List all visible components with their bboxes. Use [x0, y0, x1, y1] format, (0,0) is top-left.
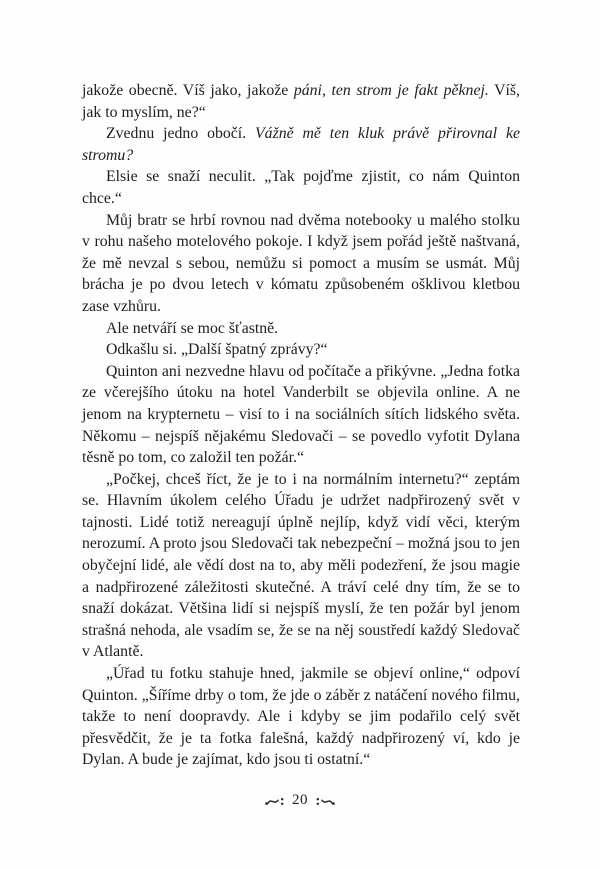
text-block [82, 80, 520, 771]
paragraph [82, 123, 520, 166]
text-segment: Ale netváří se moc šťastně. [106, 319, 279, 337]
page-footer [0, 792, 600, 809]
text-segment: Odkašlu si. „Další špatný zprávy?“ [106, 341, 328, 359]
text-segment: Elsie se snaží neculit. „Tak pojďme zjistit, co nám Quinton chce.“ [82, 168, 520, 207]
paragraph [82, 469, 520, 663]
paragraph [82, 339, 520, 361]
paragraph [82, 361, 520, 469]
paragraph [82, 80, 520, 123]
paragraph [82, 166, 520, 209]
paragraph [82, 318, 520, 340]
italic-text-segment: páni, ten strom je fakt pěknej. [293, 82, 489, 99]
text-segment: Zvednu jedno obočí. [106, 125, 256, 143]
paragraph [82, 210, 520, 318]
text-segment: „Úřad tu fotku stahuje hned, jakmile se objeví online,“ odpoví Quinton. „Šíříme drby o tom, že jde o záběr z natáčení nového filmu, takže to není doopravdy. Ale i kdyby se jim podařilo celý svět přesvědčit, že je ta fotka falešná, každý nadpřirozený ví, kdo je Dylan. A bude je zajímat, kdo jsou ti ostatní.“ [82, 665, 520, 769]
text-segment: Víš, jak to myslím, ne?“ [82, 82, 520, 121]
page-number: 20 [292, 792, 308, 808]
italic-text-segment: Vážně mě ten kluk právě přirovnal ke stromu? [82, 125, 520, 164]
text-segment: „Počkej, chceš říct, že je to i na normálním internetu?“ zeptám se. Hlavním úkolem celého Úřadu je udržet nadpřirozený svět v tajnosti. Lidé totiž nereagují úplně nejlíp, když vidí věci, kterým nerozumí. A proto jsou Sledovači tak nebezpeční – možná jsou to jen obyčejní lidé, ale vědí dost na to, aby měli podezření, že jsou magie a nadpřirozené záležitosti skutečné. A tráví celé dny tím, že se to snaží dokázat. Většina lidí si nejspíš myslí, že ten požár byl jenom strašná nehoda, ale vsadím se, že se na něj soustředí každý Sledovač v Atlantě. [82, 470, 520, 661]
footer-ornament-left-icon [265, 795, 285, 807]
text-segment: Můj bratr se hrbí rovnou nad dvěma notebooky u malého stolku v rohu našeho motelového pokoje. I když jsem pořád ještě naštvaná, že mě nevzal s sebou, nemůžu si pomoct a musím se usmát. Můj brácha je po dvou letech v kómatu způsobeném ošklivou kletbou zase vzhůru. [82, 211, 520, 315]
text-segment: Quinton ani nezvedne hlavu od počítače a přikývne. „Jedna fotka ze včerejšího útoku na hotel Vanderbilt se objevila online. A ne jenom na krypternetu – visí to i na sociálních sítích lidského světa. Někomu – nejspíš nějakému Sledovači – se povedlo vyfotit Dylana těsně po tom, co založil ten požár.“ [82, 362, 520, 467]
footer-ornament-right-icon [315, 795, 335, 807]
paragraph [82, 663, 520, 771]
text-segment: jakože obecně. Víš jako, jakože [82, 82, 294, 99]
